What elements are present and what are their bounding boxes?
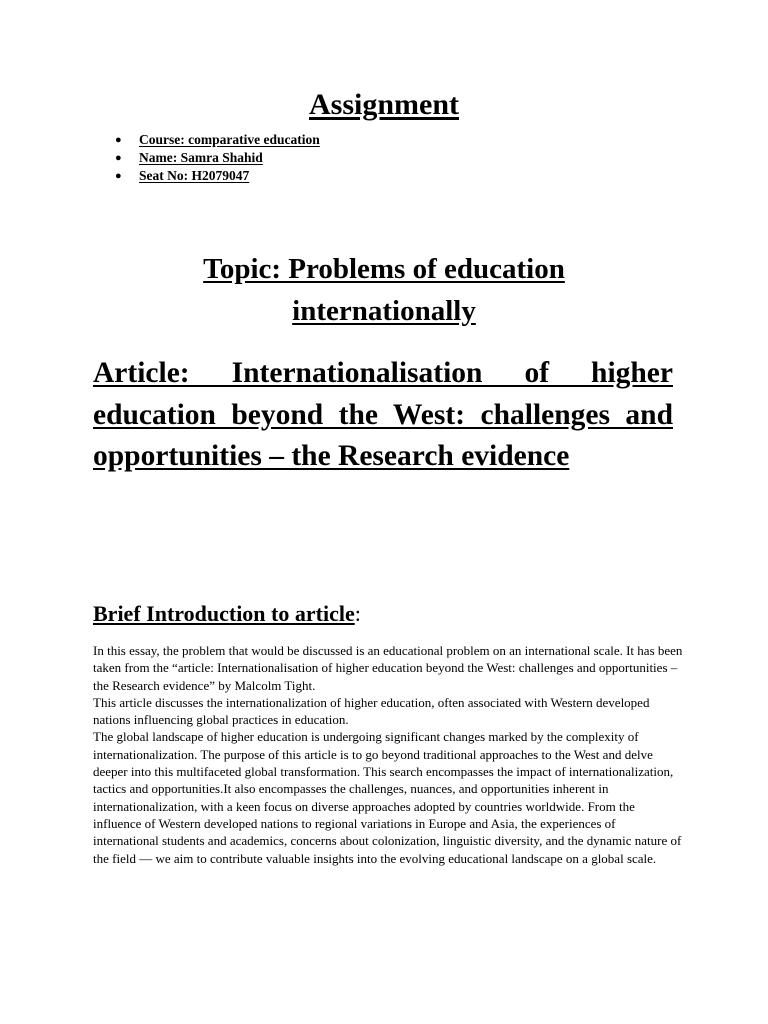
seat-number-label: Seat No: H2079047 [139, 168, 250, 183]
paragraph: This article discusses the internationalization of higher education, often associated with Western developed nations influencing global practices in education. [93, 694, 650, 728]
list-item [115, 149, 320, 167]
introduction-body [93, 642, 683, 867]
topic-heading [0, 248, 768, 332]
list-item [115, 131, 320, 149]
paragraph: The global landscape of higher education is undergoing significant changes marked by the complexity of internationalization. The purpose of this article is to go beyond traditional approaches to the West and delve deeper into this multifaceted global transformation. This search encompasses the impact of internationalization, tactics and opportunities.It also encompasses the challenges, nuances, and opportunities inherent in internationalization, with a keen focus on diverse approaches adopted by countries worldwide. From the influence of Western developed nations to regional variations in Europe and Asia, the experiences of international students and academics, concerns about colonization, linguistic diversity, and the dynamic nature of the field — we aim to contribute valuable insights into the evolving educational landscape on a global scale. [93, 729, 682, 866]
section-heading [93, 601, 361, 627]
bullet-icon: ● [115, 134, 122, 146]
paragraph: In this essay, the problem that would be discussed is an educational problem on an international scale. It has been taken from the “article: Internationalisation of higher education beyond the West: challenges and opportunities – the Research evidence” by Malcolm Tight. [93, 643, 683, 693]
bullet-icon: ● [115, 152, 122, 164]
course-label: Course: comparative education [139, 132, 320, 147]
bullet-icon: ● [115, 170, 122, 182]
article-title: Article: Internationalisation of higher education beyond the West: challenges and opportunities – the Research evidence [93, 357, 673, 472]
topic-line-1: Topic: Problems of education [203, 253, 565, 285]
assignment-meta-list [115, 131, 320, 185]
list-item [115, 167, 320, 185]
topic-line-2: internationally [292, 295, 476, 327]
page-title: Assignment [308, 88, 459, 121]
section-heading-text: Brief Introduction to article [93, 601, 355, 626]
section-heading-colon: : [354, 601, 361, 626]
name-label: Name: Samra Shahid [139, 150, 263, 165]
